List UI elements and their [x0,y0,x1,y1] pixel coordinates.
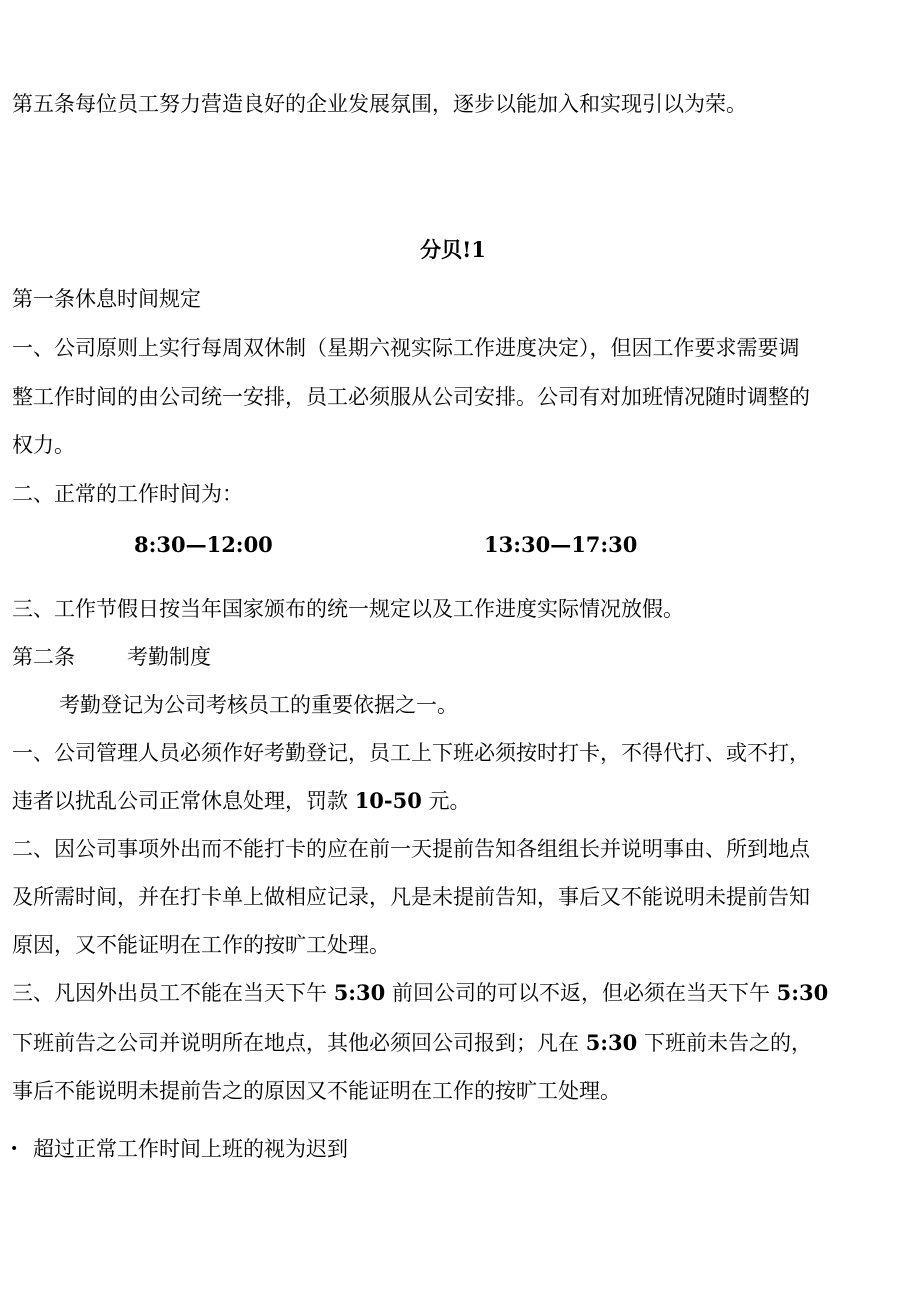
article-1-item-1-line-3: 权力。 [12,433,75,457]
bullet-item: 超过正常工作时间上班的视为迟到 [33,1137,348,1161]
article-1-item-3: 三、工作节假日按当年国家颁布的统一规定以及工作进度实际情况放假。 [12,597,684,621]
article-2-item-1-line-1: 一、公司管理人员必须作好考勤登记，员工上下班必须按时打卡，不得代打、或不打， [12,741,810,765]
article-1-item-1-line-1: 一、公司原则上实行每周双休制（星期六视实际工作进度决定），但因工作要求需要调 [12,336,800,360]
work-hours-afternoon: 13:30—17:30 [484,532,638,557]
article-2-item-3-line-1 [12,978,828,1008]
article-2-title: 考勤制度 [127,645,211,669]
article-2-heading [12,642,211,672]
page-marker: 分贝!1 [420,237,486,262]
article-2-item-2-line-3: 原因，又不能证明在工作的按旷工处理。 [12,933,390,957]
text-segment: 下班前告之公司并说明所在地点，其他必须回公司报到；凡在 [12,1031,586,1055]
fine-text: 违者以扰乱公司正常休息处理，罚款 [12,789,355,813]
article-2-item-3-line-3: 事后不能说明未提前告之的原因又不能证明在工作的按旷工处理。 [12,1079,621,1103]
article-5-text: 第五条每位员工努力营造良好的企业发展氛围，逐步以能加入和实现引以为荣。 [12,92,747,116]
article-1-item-2: 二、正常的工作时间为： [12,482,243,506]
text-segment: 前回公司的可以不返，但必须在当天下午 [385,981,777,1005]
article-1-title: 第一条休息时间规定 [12,287,201,311]
article-2-item-1-line-2 [12,786,471,816]
time-value: 5:30 [776,980,829,1005]
work-hours-morning: 8:30—12:00 [134,532,273,557]
time-value: 5:30 [585,1030,638,1055]
time-value: 5:30 [333,980,386,1005]
article-2-item-3-line-2 [12,1028,812,1058]
bullet-icon: • [10,1141,19,1157]
article-2-item-2-line-2: 及所需时间，并在打卡单上做相应记录，凡是未提前告知，事后又不能说明未提前告知 [12,885,810,909]
text-segment: 下班前未告之的， [637,1031,812,1055]
fine-unit: 元。 [421,789,471,813]
text-segment: 三、凡因外出员工不能在当天下午 [12,981,334,1005]
article-2-intro: 考勤登记为公司考核员工的重要依据之一。 [59,693,458,717]
article-2-item-2-line-1: 二、因公司事项外出而不能打卡的应在前一天提前告知各组组长并说明事由、所到地点 [12,837,810,861]
fine-amount: 10-50 [354,788,422,813]
article-1-item-1-line-2: 整工作时间的由公司统一安排，员工必须服从公司安排。公司有对加班情况随时调整的 [12,385,810,409]
article-2-label: 第二条 [12,645,75,669]
